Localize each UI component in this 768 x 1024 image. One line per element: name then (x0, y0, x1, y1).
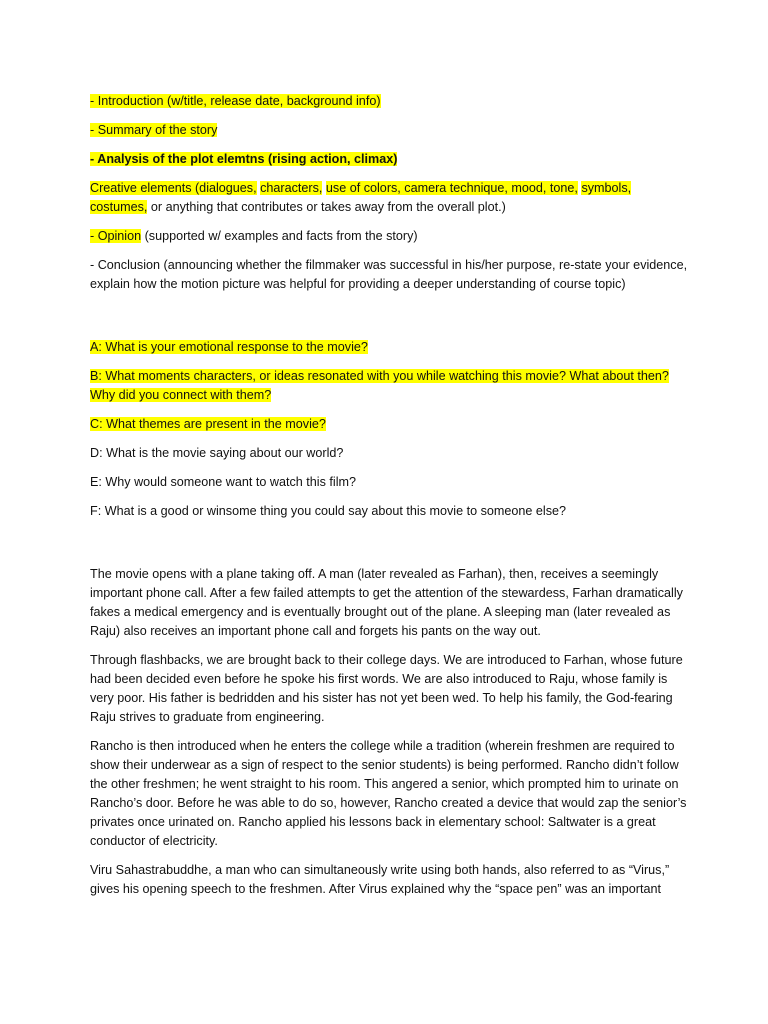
outline-creative-elements: Creative elements (dialogues, characters, use of colors, camera technique, mood, tone, symbols, costumes, or anything that contributes or takes away from the overall plot.) (90, 181, 632, 214)
question-a: A: What is your emotional response to the movie? (90, 340, 368, 354)
body-paragraph-2: Through flashbacks, we are brought back to their college days. We are introduced to Farhan, whose future had been decided even before he spoke his first words. We are also introduced to Raju, whose family is very poor. His father is bedridden and his sister has not yet been wed. To help his family, the God-fearing Raju strives to graduate from engineering. (90, 653, 683, 724)
outline-conclusion: - Conclusion (announcing whether the filmmaker was successful in his/her purpose, re-state your evidence, explain how the motion picture was helpful for providing a deeper understanding of course topic) (90, 258, 688, 291)
body-paragraph-4: Viru Sahastrabuddhe, a man who can simultaneously write using both hands, also referred to as “Virus,” gives his opening speech to the freshmen. After Virus explained why the “space pen” was an important (90, 863, 670, 896)
question-b: B: What moments characters, or ideas resonated with you while watching this movie? What about then? Why did you connect with them? (90, 369, 669, 402)
document-page (90, 92, 690, 909)
outline-summary: - Summary of the story (90, 123, 218, 137)
outline-analysis: - Analysis of the plot elemtns (rising action, climax) (90, 152, 398, 166)
question-c: C: What themes are present in the movie? (90, 417, 326, 431)
body-paragraph-1: The movie opens with a plane taking off. A man (later revealed as Farhan), then, receives a seemingly important phone call. After a few failed attempts to get the attention of the stewardess, Farhan dramatically fakes a medical emergency and is eventually brought out of the plane. A sleeping man (later revealed as Raju) also receives an important phone call and forgets his pants on the way out. (90, 567, 683, 638)
outline-introduction: - Introduction (w/title, release date, background info) (90, 94, 381, 108)
question-d: D: What is the movie saying about our world? (90, 446, 344, 460)
spacer (90, 304, 690, 338)
body-paragraph-3: Rancho is then introduced when he enters the college while a tradition (wherein freshmen are required to show their underwear as a sign of respect to the senior students) is being performed. Rancho didn’t follow the other freshmen; he went straight to his room. This angered a senior, which prompted him to urinate on Rancho’s door. Before he was able to do so, however, Rancho created a device that would zap the senior’s privates once urinated on. Rancho applied his lessons back in elementary school: Saltwater is a great conductor of electricity. (90, 739, 687, 848)
spacer (90, 531, 690, 565)
question-f: F: What is a good or winsome thing you could say about this movie to someone else? (90, 504, 567, 518)
outline-opinion: - Opinion (supported w/ examples and facts from the story) (90, 229, 418, 243)
question-e: E: Why would someone want to watch this film? (90, 475, 356, 489)
